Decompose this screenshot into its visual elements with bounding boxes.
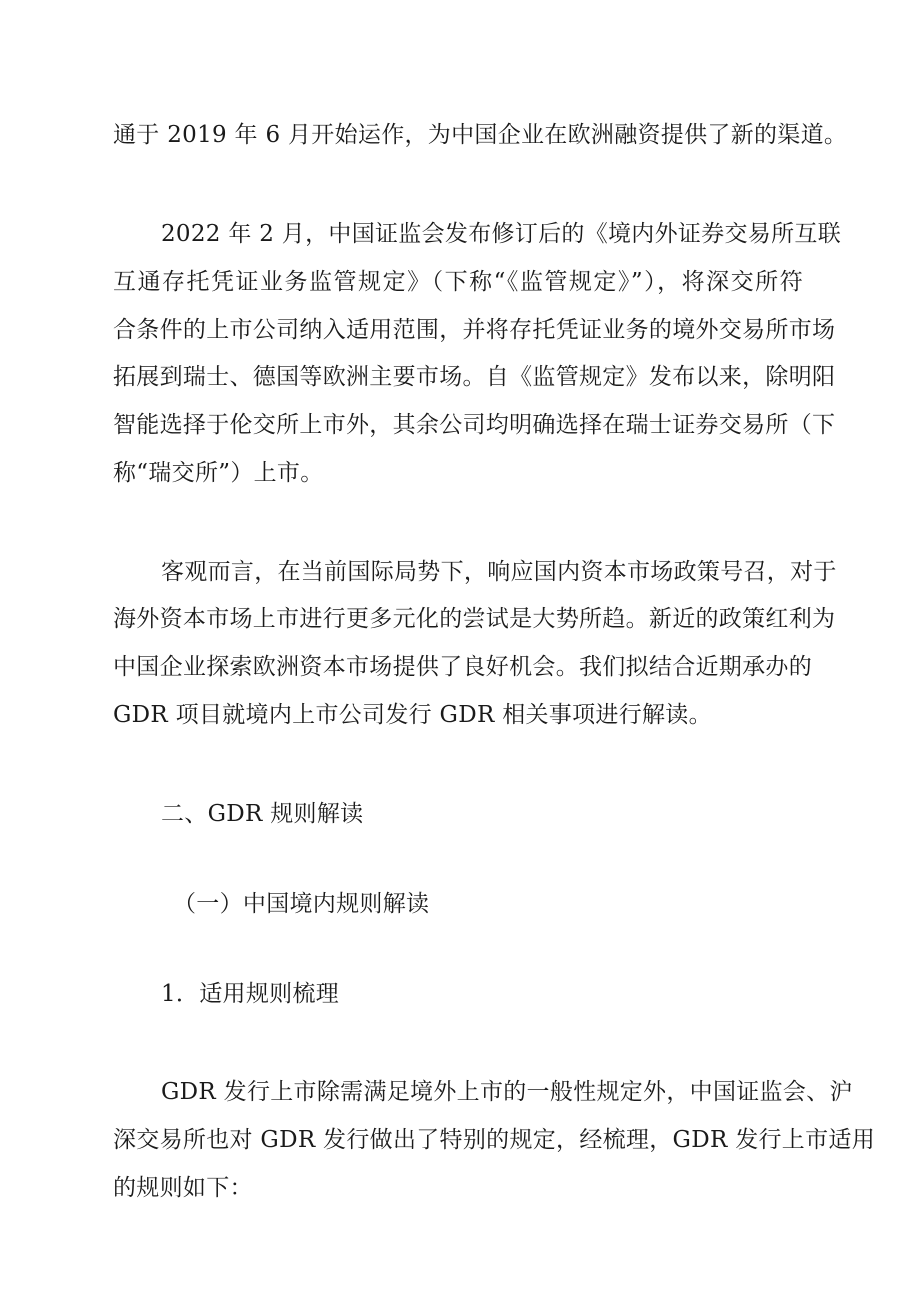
section-heading-2: 二、GDR 规则解读 <box>161 801 364 827</box>
paragraph-1-line-1: 通于 2019 年 6 月开始运作，为中国企业在欧洲融资提供了新的渠道。 <box>113 122 848 148</box>
paragraph-2-line-4: 拓展到瑞士、德国等欧洲主要市场。自《监管规定》发布以来，除明阳 <box>113 364 836 390</box>
paragraph-3-line-2: 海外资本市场上市进行更多元化的尝试是大势所趋。新近的政策红利为 <box>113 606 836 632</box>
paragraph-3-line-1: 客观而言，在当前国际局势下，响应国内资本市场政策号召，对于 <box>161 559 837 585</box>
paragraph-2-line-6: 称“瑞交所”）上市。 <box>113 460 324 486</box>
paragraph-4-line-1: GDR 发行上市除需满足境外上市的一般性规定外，中国证监会、沪 <box>161 1079 853 1105</box>
paragraph-2-line-2: 互通存托凭证业务监管规定》（下称“《监管规定》”），将深交所符 <box>113 269 803 295</box>
paragraph-2-line-5: 智能选择于伦交所上市外，其余公司均明确选择在瑞士证券交易所（下 <box>113 412 836 438</box>
paragraph-2-line-1: 2022 年 2 月，中国证监会发布修订后的《境内外证券交易所互联 <box>161 221 841 247</box>
subsection-heading-2-1: （一）中国境内规则解读 <box>173 891 430 917</box>
paragraph-3-line-3: 中国企业探索欧洲资本市场提供了良好机会。我们拟结合近期承办的 <box>113 654 812 680</box>
paragraph-2-line-3: 合条件的上市公司纳入适用范围，并将存托凭证业务的境外交易所市场 <box>113 317 836 343</box>
paragraph-4-line-2: 深交易所也对 GDR 发行做出了特别的规定，经梳理，GDR 发行上市适用 <box>113 1127 875 1153</box>
paragraph-3-line-4: GDR 项目就境内上市公司发行 GDR 相关事项进行解读。 <box>113 702 712 728</box>
numbered-heading-1: 1．适用规则梳理 <box>161 981 340 1007</box>
paragraph-4-line-3: 的规则如下： <box>113 1175 253 1201</box>
